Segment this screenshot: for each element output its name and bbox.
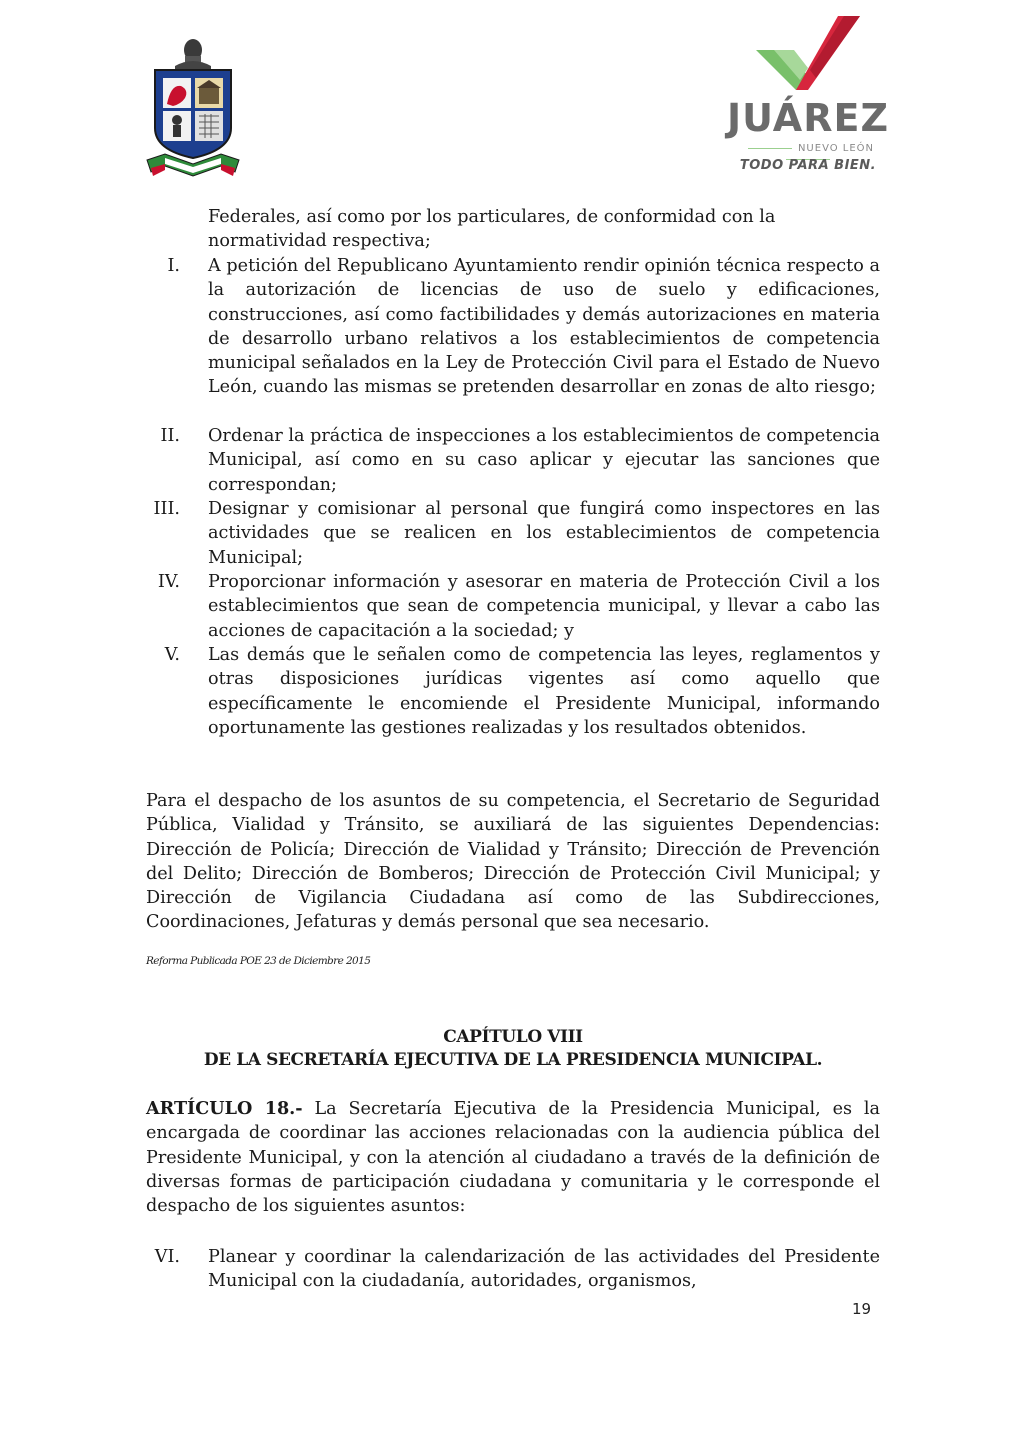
article-label: ARTÍCULO 18.- [146,1098,303,1119]
chapter-title: DE LA SECRETARÍA EJECUTIVA DE LA PRESIDENCIA MUNICIPAL. [203,1050,823,1070]
brand-name: JUÁREZ [726,96,889,140]
reform-note: Reforma Publicada POE 23 de Diciembre 2015 [146,955,371,967]
list-numeral: I. [167,256,180,276]
list-numeral: IV. [157,572,180,592]
chapter-number: CAPÍTULO VIII [443,1027,583,1047]
brand-subtitle: NUEVO LEÓN [716,143,900,165]
list-item-text: Planear y coordinar la calendarización de las actividades del Presidente Municipal con la ciudadanía, autoridades, organismos, [208,1247,880,1292]
check-mark-icon [716,14,900,96]
list-numeral: V. [164,645,180,665]
list-item-text: Las demás que le señalen como de competencia las leyes, reglamentos y otras disposiciones jurídicas vigentes así como aquello que específicamente le encomiende el Presidente Municipal, informando oportunamente las gestiones realizadas y los resultados obtenidos. [208,645,880,738]
juarez-brand-logo [716,14,900,178]
list-item-text: Designar y comisionar al personal que fungirá como inspectores en las actividades que se realicen en los establecimientos de competencia Municipal; [208,499,880,568]
list-numeral: VI. [154,1247,180,1267]
article-text: La Secretaría Ejecutiva de la Presidencia Municipal, es la encargada de coordinar las acciones relacionadas con la audiencia pública del Presidente Municipal, y con la atención al ciudadano a través de la definición de diversas formas de participación ciudadana y comunitaria y le corresponde el despacho de los siguientes asuntos: [146,1099,880,1217]
list-numeral: III. [153,499,180,519]
list-numeral: II. [160,426,180,446]
article-18-paragraph [146,1097,880,1218]
continuation-text: Federales, así como por los particulares, de conformidad con la normatividad respectiva; [208,207,776,252]
brand-tagline: TODO PARA BIEN. [739,158,877,173]
list-item-text: Ordenar la práctica de inspecciones a los establecimientos de competencia Municipal, así como en su caso aplicar y ejecutar las sanciones que correspondan; [208,426,880,495]
page-number: 19 [852,1300,872,1318]
list-item-text: Proporcionar información y asesorar en materia de Protección Civil a los establecimientos que sean de competencia municipal, y llevar a cabo las acciones de capacitación a la sociedad; y [208,572,880,641]
list-item-text: A petición del Republicano Ayuntamiento rendir opinión técnica respecto a la autorización de licencias de uso de suelo y edificaciones, construcciones, así como factibilidades y demás autorizaciones en materia de desarrollo urbano relativos a los establecimientos de competencia municipal señalados en la Ley de Protección Civil para el Estado de Nuevo León, cuando las mismas se pretenden desarrollar en zonas de alto riesgo; [208,256,880,398]
dispatch-paragraph: Para el despacho de los asuntos de su competencia, el Secretario de Seguridad Pública, Vialidad y Tránsito, se auxiliará de las siguientes Dependencias: Dirección de Policía; Dirección de Vialidad y Tránsito; Dirección de Prevención del Delito; Dirección de Bomberos; Dirección de Protección Civil Municipal; y Dirección de Vigilancia Ciudadana así como de las Subdirecciones, Coordinaciones, Jefaturas y demás personal que sea necesario. [146,791,880,933]
municipal-crest-icon [145,36,241,184]
